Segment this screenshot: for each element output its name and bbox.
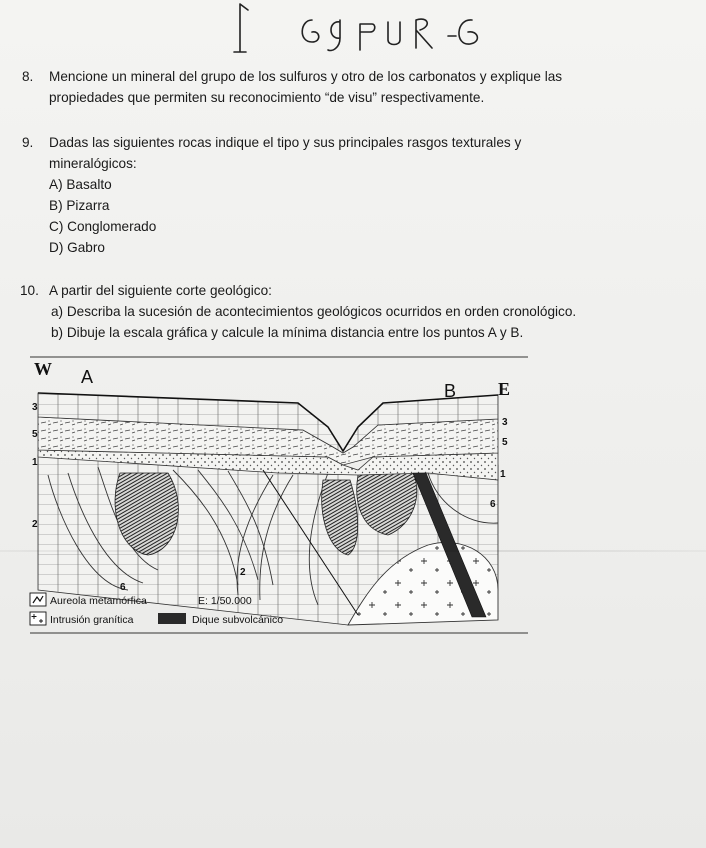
rock-option: C) Conglomerado bbox=[49, 219, 157, 234]
handwritten-group-title bbox=[200, 2, 500, 62]
west-label: W bbox=[34, 359, 52, 379]
scale-label: E: 1/50.000 bbox=[198, 595, 252, 607]
rock-option: A) Basalto bbox=[49, 177, 112, 192]
question-line: Dadas las siguientes rocas indique el tipo y sus principales rasgos texturales y bbox=[49, 135, 522, 150]
question-item: b) Dibuje la escala gráfica y calcule la mínima distancia entre los puntos A y B. bbox=[51, 325, 524, 340]
intrusion-legend-label: Intrusión granítica bbox=[50, 614, 134, 626]
layer-label-left: 5 bbox=[32, 429, 38, 440]
layer-label-left: 1 bbox=[32, 457, 38, 468]
question-number: 8. bbox=[22, 69, 34, 84]
paper-fold-line bbox=[0, 550, 706, 552]
layer-label-left: 2 bbox=[32, 519, 38, 530]
question-number: 9. bbox=[22, 135, 34, 150]
dike-legend-icon bbox=[158, 613, 186, 624]
question-line: A partir del siguiente corte geológico: bbox=[49, 283, 272, 298]
layer-label-left: 3 bbox=[32, 402, 38, 413]
layer-label-right: 6 bbox=[490, 499, 496, 510]
question-line: Mencione un mineral del grupo de los sulfuros y otro de los carbonatos y explique las bbox=[49, 69, 563, 84]
aureole-legend-label: Aureola metamórfica bbox=[50, 595, 147, 607]
east-label: E bbox=[498, 379, 511, 399]
layer-label-right: 1 bbox=[500, 469, 506, 480]
question-line: mineralógicos: bbox=[49, 156, 137, 171]
rock-option: B) Pizarra bbox=[49, 198, 110, 213]
layer-label-bottom: 2 bbox=[240, 567, 246, 578]
question-line: propiedades que permiten su reconocimiento “de visu” respectivamente. bbox=[49, 90, 485, 105]
layer-label-bottom: 6 bbox=[120, 582, 126, 593]
question-text bbox=[49, 66, 624, 108]
layer-label-right: 3 bbox=[502, 417, 508, 428]
question-text bbox=[49, 132, 624, 258]
point-a-label: A bbox=[81, 367, 94, 387]
rock-option: D) Gabro bbox=[49, 240, 105, 255]
geological-cross-section bbox=[28, 355, 528, 635]
question-item: a) Describa la sucesión de acontecimientos geológicos ocurridos en orden cronológico. bbox=[51, 304, 577, 319]
point-b-label: B bbox=[444, 381, 457, 401]
question-text bbox=[49, 280, 576, 343]
question-number: 10. bbox=[20, 283, 39, 298]
layer-label-right: 5 bbox=[502, 437, 508, 448]
dike-legend-label: Dique subvolcánico bbox=[192, 614, 284, 626]
